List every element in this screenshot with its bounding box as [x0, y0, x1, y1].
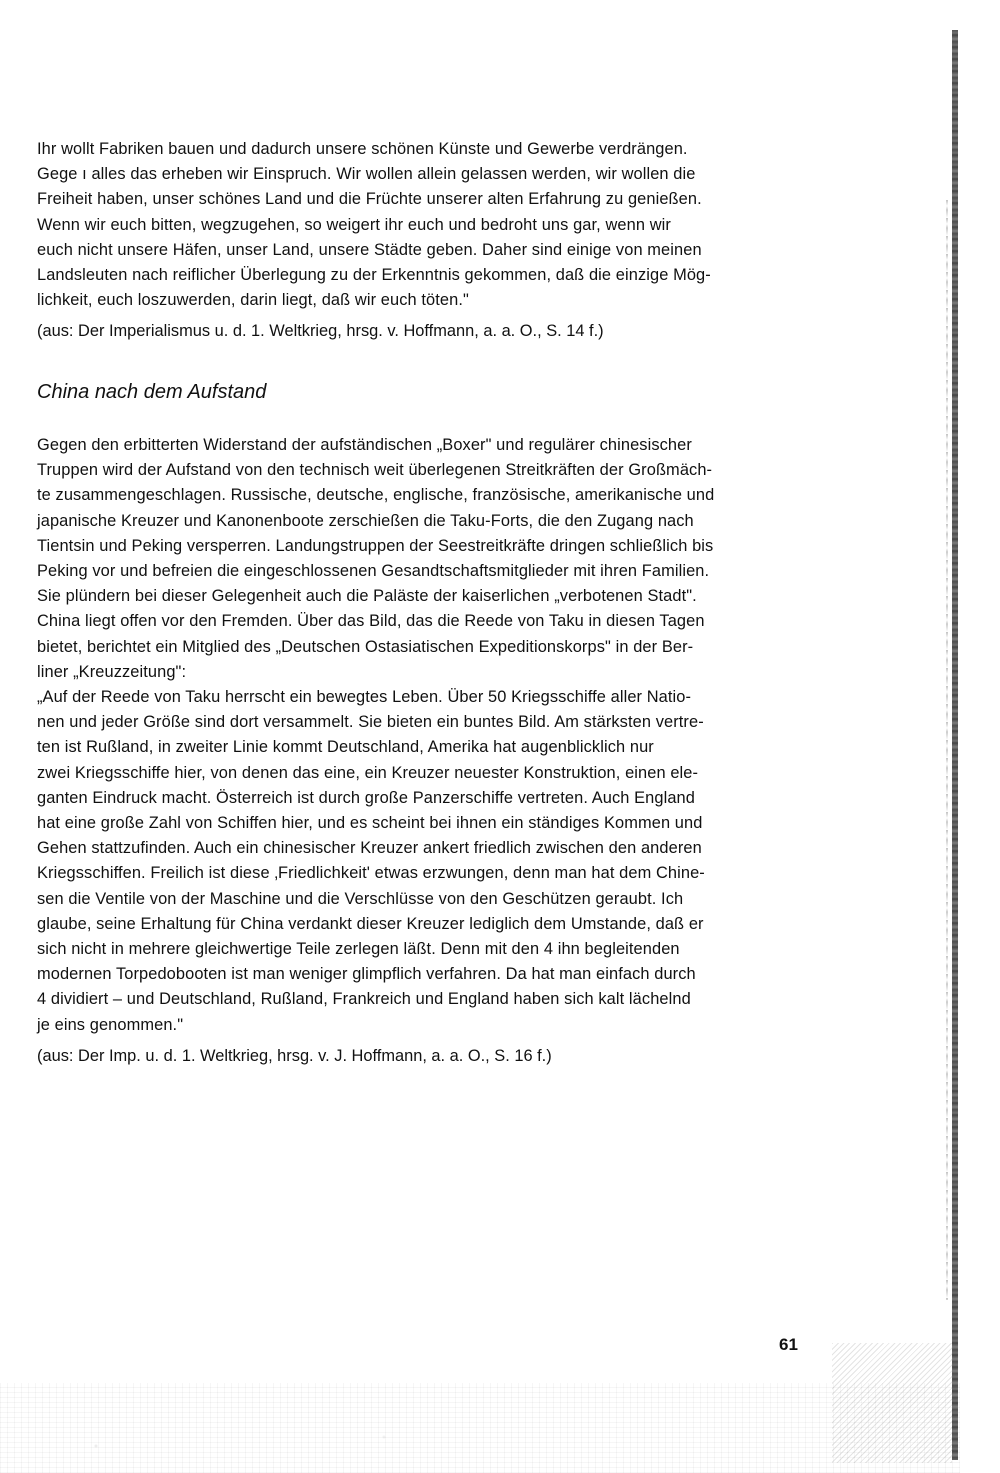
body-line: „Auf der Reede von Taku herrscht ein bewegtes Leben. Über 50 Kriegsschiffe aller Natio- [37, 688, 692, 707]
quote-line: Freiheit haben, unser schönes Land und die Früchte unserer alten Erfahrung zu genießen. [37, 190, 702, 209]
body-line: ganten Eindruck macht. Österreich ist durch große Panzerschiffe vertreten. Auch England [37, 788, 695, 807]
quote-line: Landsleuten nach reiflicher Überlegung zu der Erkenntnis gekommen, daß die einzige Mög- [37, 266, 711, 285]
scan-edge-shadow [952, 30, 958, 1460]
quote-line: Ihr wollt Fabriken bauen und dadurch unsere schönen Künste und Gewerbe verdrängen. [37, 140, 688, 158]
body-line: hat eine große Zahl von Schiffen hier, und es scheint bei ihnen ein ständiges Kommen und [37, 814, 703, 833]
citation-1: (aus: Der Imperialismus u. d. 1. Weltkrieg, hrsg. v. Hoffmann, a. a. O., S. 14 f.) [37, 322, 604, 340]
body-line: liner „Kreuzzeitung": [37, 662, 187, 681]
body-line: japanische Kreuzer und Kanonenboote zerschießen die Taku-Forts, die den Zugang nach [37, 511, 694, 530]
body-line: Sie plündern bei dieser Gelegenheit auch die Paläste der kaiserlichen „verbotenen Stadt". [37, 587, 697, 606]
body-line: ten ist Rußland, in zweiter Linie kommt Deutschland, Amerika hat augenblicklich nur [37, 738, 654, 757]
body-line: Gehen stattzufinden. Auch ein chinesischer Kreuzer ankert friedlich zwischen den anderen [37, 839, 702, 858]
body-line: sen die Ventile von der Maschine und die Verschlüsse von den Geschützen geraubt. Ich [37, 889, 684, 908]
scan-noise-bottom [0, 1383, 960, 1473]
quote-line: euch nicht unsere Häfen, unser Land, unsere Städte geben. Daher sind einige von meinen [37, 240, 702, 259]
body-line: 4 dividiert – und Deutschland, Rußland, Frankreich und England haben sich kalt lächelnd [37, 990, 691, 1009]
body-line: zwei Kriegsschiffe hier, von denen das eine, ein Kreuzer neuester Konstruktion, einen ele- [37, 763, 699, 782]
body-line: te zusammengeschlagen. Russische, deutsche, englische, französische, amerikanische und [37, 486, 715, 505]
page-number: 61 [779, 1335, 798, 1354]
body-line: Truppen wird der Aufstand von den technisch weit überlegenen Streitkräften der Großmäch- [37, 461, 713, 480]
body-line: Gegen den erbitterten Widerstand der aufständischen „Boxer" und regulärer chinesischer [37, 436, 692, 454]
body-line: Tientsin und Peking versperren. Landungstruppen der Seestreitkräfte dringen schließlich bis [37, 536, 714, 555]
body-line: Kriegsschiffen. Freilich ist diese ‚Friedlichkeit' etwas erzwungen, denn man hat dem Chine- [37, 864, 705, 883]
body-text [37, 433, 797, 1038]
body-line: Peking vor und befreien die eingeschlossenen Gesandtschaftsmitglieder mit ihren Familien. [37, 562, 710, 581]
quote-line: lichkeit, euch loszuwerden, darin liegt, daß wir euch töten." [37, 291, 469, 310]
body-line: glaube, seine Erhaltung für China verdankt dieser Kreuzer lediglich dem Umstande, daß er [37, 914, 704, 933]
body-line: nen und jeder Größe sind dort versammelt. Sie bieten ein buntes Bild. Am stärksten vertre- [37, 713, 704, 732]
scan-edge-artifact [946, 200, 948, 1300]
body-line: bietet, berichtet ein Mitglied des „Deutschen Ostasiatischen Expeditionskorps" in der Ber- [37, 637, 694, 656]
body-line: sich nicht in mehrere gleichwertige Teile zerlegen läßt. Denn mit den 4 ihn begleitenden [37, 940, 680, 959]
body-line: modernen Torpedobooten ist man weniger glimpflich verfahren. Da hat man einfach durch [37, 965, 696, 984]
citation-2: (aus: Der Imp. u. d. 1. Weltkrieg, hrsg. v. J. Hoffmann, a. a. O., S. 16 f.) [37, 1047, 552, 1065]
body-line: China liegt offen vor den Fremden. Über das Bild, das die Reede von Taku in diesen Tagen [37, 612, 705, 631]
intro-quote [37, 137, 797, 313]
scan-noise-corner [832, 1343, 952, 1463]
quote-line: Gege ı alles das erheben wir Einspruch. Wir wollen allein gelassen werden, wir wollen die [37, 165, 696, 184]
section-heading: China nach dem Aufstand [37, 381, 267, 403]
quote-line: Wenn wir euch bitten, wegzugehen, so weigert ihr euch und bedroht uns gar, wenn wir [37, 215, 671, 234]
body-line: je eins genommen." [37, 1015, 184, 1034]
